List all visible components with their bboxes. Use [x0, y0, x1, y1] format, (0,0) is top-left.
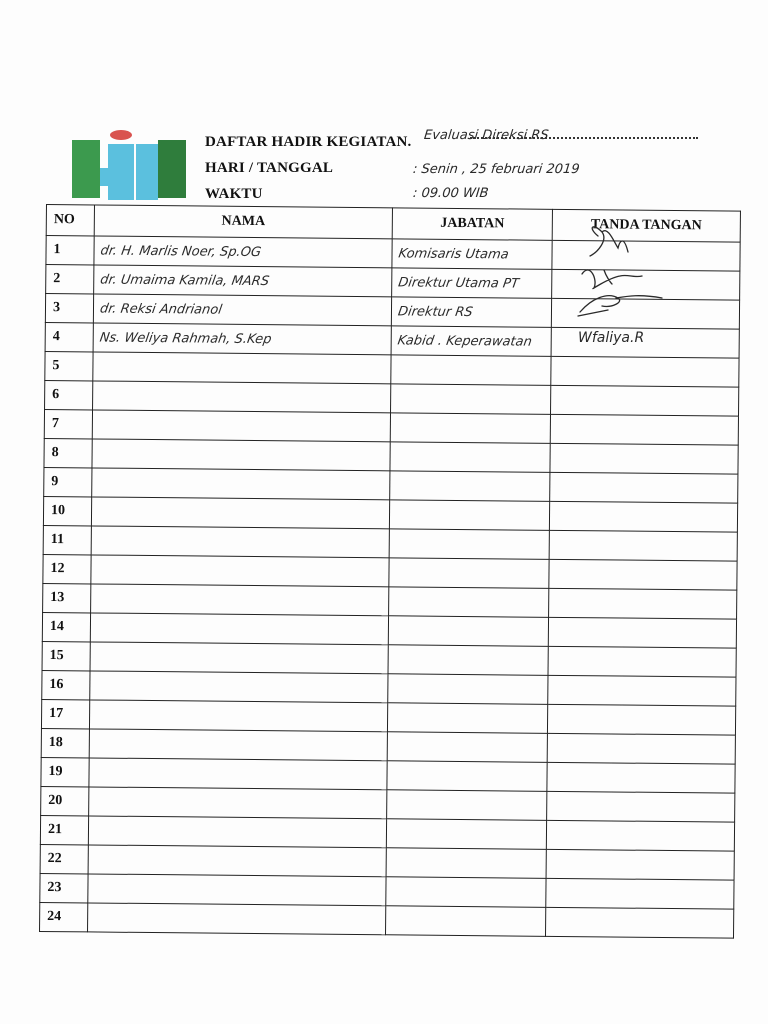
row-jabatan	[387, 732, 547, 763]
header-nama: NAMA	[94, 205, 392, 239]
row-number: 20	[41, 786, 89, 815]
row-tanda-tangan	[546, 820, 734, 851]
row-tanda-tangan	[550, 443, 738, 474]
signature-2	[582, 270, 642, 289]
row-nama	[89, 700, 387, 732]
row-nama	[89, 729, 387, 761]
row-nama	[88, 816, 386, 848]
row-tanda-tangan	[545, 907, 733, 938]
kegiatan-label: DAFTAR HADIR KEGIATAN.	[205, 134, 412, 150]
row-tanda-tangan	[546, 878, 734, 909]
row-jabatan	[387, 703, 547, 734]
row-number: 13	[43, 583, 91, 612]
dotted-line	[470, 137, 698, 139]
row-nama	[90, 642, 388, 674]
waktu-value: : 09.00 WIB	[412, 186, 490, 201]
row-jabatan	[391, 384, 551, 415]
row-nama	[92, 439, 390, 471]
signature-1	[590, 227, 628, 256]
row-nama	[92, 410, 390, 442]
row-number: 7	[44, 409, 92, 438]
row-tanda-tangan	[550, 472, 738, 503]
row-nama	[94, 236, 392, 268]
row-nama	[93, 323, 391, 355]
row-jabatan	[390, 471, 550, 502]
row-number: 17	[41, 699, 89, 728]
row-tanda-tangan	[551, 385, 739, 416]
row-jabatan-text: Direktur RS	[396, 304, 474, 321]
table-row	[40, 902, 734, 938]
row-jabatan-text: Komisaris Utama	[397, 246, 510, 263]
row-number: 18	[41, 728, 89, 757]
row-tanda-tangan	[547, 733, 735, 764]
hari-tanggal-label: HARI / TANGGAL	[205, 160, 334, 176]
waktu-label: WAKTU	[205, 186, 263, 202]
row-nama	[94, 265, 392, 297]
row-number: 16	[42, 670, 90, 699]
row-jabatan	[388, 616, 548, 647]
row-tanda-tangan	[551, 356, 739, 387]
row-number: 15	[42, 641, 90, 670]
row-nama-text: dr. Reksi Andrianol	[98, 301, 223, 318]
row-nama-text: dr. H. Marlis Noer, Sp.OG	[99, 243, 263, 261]
row-number: 3	[45, 294, 93, 323]
row-number: 4	[45, 322, 93, 351]
row-jabatan	[391, 297, 551, 328]
row-number: 19	[41, 757, 89, 786]
row-tanda-tangan	[549, 559, 737, 590]
row-tanda-tangan	[549, 588, 737, 619]
row-tanda-tangan	[547, 704, 735, 735]
row-jabatan	[389, 587, 549, 618]
row-nama	[93, 381, 391, 413]
row-nama	[89, 758, 387, 790]
row-number: 10	[43, 496, 91, 525]
signature-3	[578, 296, 662, 316]
row-tanda-tangan	[549, 530, 737, 561]
row-number: 12	[43, 554, 91, 583]
row-nama	[91, 555, 389, 587]
row-jabatan	[392, 268, 552, 299]
row-number: 2	[46, 265, 94, 294]
row-nama	[92, 468, 390, 500]
row-jabatan	[386, 877, 546, 908]
row-jabatan	[389, 558, 549, 589]
row-jabatan-text: Direktur Utama PT	[397, 275, 520, 292]
row-jabatan-text: Kabid . Keperawatan	[396, 333, 533, 350]
row-number: 1	[46, 236, 94, 265]
row-tanda-tangan	[547, 762, 735, 793]
row-nama-text: dr. Umaima Kamila, MARS	[99, 272, 271, 290]
hospital-logo	[70, 128, 188, 200]
row-jabatan	[387, 790, 547, 821]
row-tanda-tangan	[548, 675, 736, 706]
signatures-image	[568, 218, 688, 348]
row-nama	[88, 845, 386, 877]
hari-tanggal-value: : Senin , 25 februari 2019	[412, 162, 581, 177]
row-nama	[90, 613, 388, 645]
row-number: 14	[42, 612, 90, 641]
row-number: 22	[40, 844, 88, 873]
row-tanda-tangan	[546, 849, 734, 880]
row-nama	[89, 787, 387, 819]
row-nama	[93, 294, 391, 326]
row-jabatan	[389, 529, 549, 560]
row-number: 23	[40, 873, 88, 902]
row-nama-text: Ns. Weliya Rahmah, S.Kep	[98, 330, 273, 348]
row-jabatan	[387, 761, 547, 792]
row-number: 6	[45, 380, 93, 409]
row-number: 21	[40, 815, 88, 844]
header-tanda-tangan: TANDA TANGAN	[552, 209, 740, 242]
row-tanda-tangan	[550, 414, 738, 445]
row-tanda-tangan	[547, 791, 735, 822]
row-jabatan	[392, 239, 552, 270]
row-jabatan	[390, 442, 550, 473]
row-number: 5	[45, 351, 93, 380]
row-jabatan	[390, 413, 550, 444]
row-nama	[90, 671, 388, 703]
row-tanda-tangan	[548, 617, 736, 648]
row-nama	[88, 874, 386, 906]
signature-4: Wfaliya.R	[578, 330, 645, 346]
row-number: 24	[40, 902, 88, 931]
row-jabatan	[388, 645, 548, 676]
row-jabatan	[386, 906, 546, 937]
row-jabatan	[391, 355, 551, 386]
kegiatan-value: Evaluasi Direksi RS	[423, 128, 550, 143]
row-number: 9	[44, 467, 92, 496]
header-jabatan: JABATAN	[392, 208, 552, 241]
row-tanda-tangan	[548, 646, 736, 677]
row-jabatan	[388, 674, 548, 705]
row-jabatan	[391, 326, 551, 357]
row-nama	[91, 497, 389, 529]
row-number: 11	[43, 525, 91, 554]
row-jabatan	[389, 500, 549, 531]
row-tanda-tangan	[549, 501, 737, 532]
row-number: 8	[44, 438, 92, 467]
row-jabatan	[386, 819, 546, 850]
row-nama	[88, 903, 386, 935]
row-nama	[91, 526, 389, 558]
row-jabatan	[386, 848, 546, 879]
header-no: NO	[46, 205, 94, 236]
row-nama	[91, 584, 389, 616]
row-nama	[93, 352, 391, 384]
